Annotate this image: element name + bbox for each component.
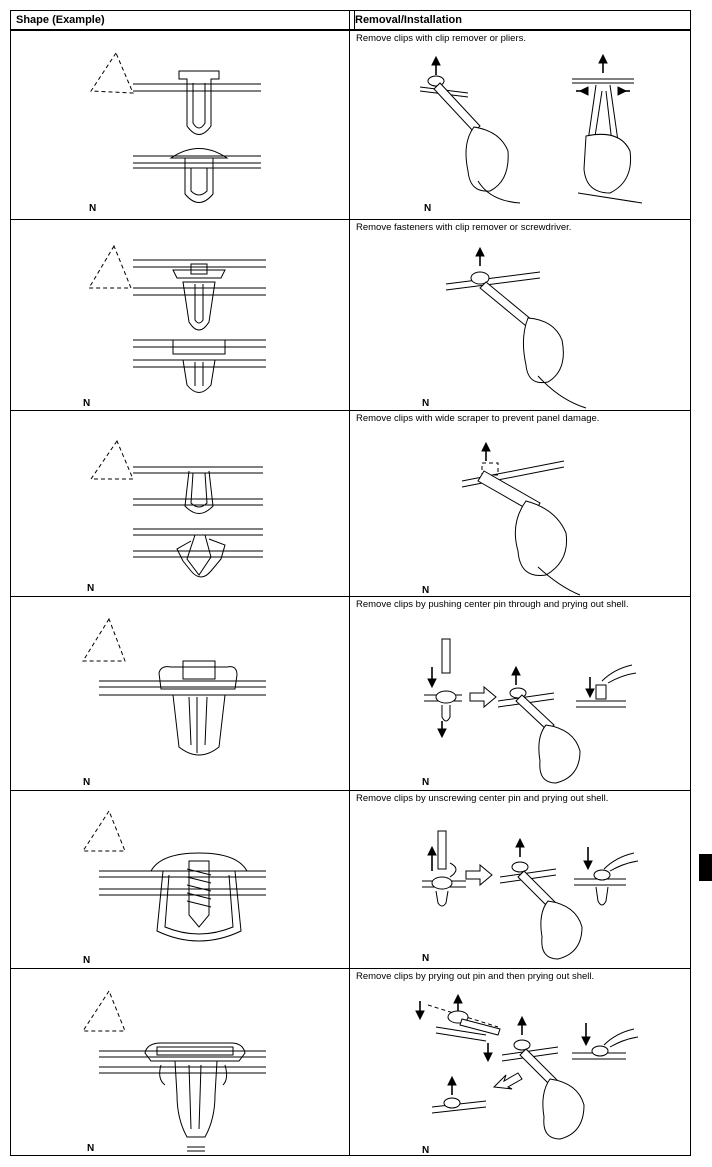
table-row [11, 791, 690, 969]
shape-cell [11, 220, 349, 410]
row-label-right: N [422, 1145, 430, 1156]
table-row [11, 220, 690, 411]
table-row [11, 597, 690, 791]
removal-cell [350, 220, 690, 410]
removal-cell [350, 597, 690, 790]
row-label-right: N [422, 398, 430, 409]
row-instruction: Remove clips by prying out pin and then prying out shell. [356, 971, 595, 982]
removal-cell [350, 411, 690, 596]
row-label-left: N [83, 955, 91, 966]
clip-shape-illustration [11, 597, 349, 791]
removal-illustration [350, 411, 690, 597]
row-label-right: N [424, 203, 432, 214]
removal-cell [350, 31, 690, 219]
row-label-left: N [87, 583, 95, 594]
header-shape: Shape (Example) [11, 11, 355, 29]
row-instruction: Remove clips by pushing center pin through and prying out shell. [356, 599, 629, 610]
shape-cell [11, 31, 349, 219]
page-edge-tab-marker [699, 854, 712, 881]
row-label-left: N [87, 1143, 95, 1154]
removal-illustration [350, 220, 690, 411]
removal-illustration [350, 597, 690, 791]
row-instruction: Remove clips with wide scraper to prevent panel damage. [356, 413, 600, 424]
removal-illustration [350, 31, 690, 220]
fastener-shape-illustration [11, 220, 349, 411]
table-row [11, 411, 690, 597]
table-row [11, 969, 690, 1157]
row-label-right: N [422, 953, 430, 964]
shape-cell [11, 411, 349, 596]
screw-clip-shape-illustration [11, 791, 349, 969]
row-instruction: Remove fasteners with clip remover or screwdriver. [356, 222, 572, 233]
shape-cell [11, 969, 349, 1157]
table-row [11, 31, 690, 220]
row-label-left: N [83, 398, 91, 409]
table-header [11, 11, 690, 31]
removal-illustration [350, 791, 690, 969]
removal-cell [350, 969, 690, 1157]
clip-shape-illustration [11, 31, 349, 220]
clip-removal-table [10, 10, 691, 1156]
header-removal: Removal/Installation [355, 14, 462, 26]
row-label-right: N [422, 777, 430, 788]
shape-cell [11, 791, 349, 968]
row-instruction: Remove clips by unscrewing center pin and prying out shell. [356, 793, 609, 804]
clip-shape-illustration [11, 969, 349, 1157]
row-instruction: Remove clips with clip remover or pliers. [356, 33, 526, 44]
row-label-left: N [83, 777, 91, 788]
row-label-left: N [89, 203, 97, 214]
removal-illustration [350, 969, 690, 1157]
shape-cell [11, 597, 349, 790]
clip-shape-illustration [11, 411, 349, 597]
row-label-right: N [422, 585, 430, 596]
removal-cell [350, 791, 690, 968]
